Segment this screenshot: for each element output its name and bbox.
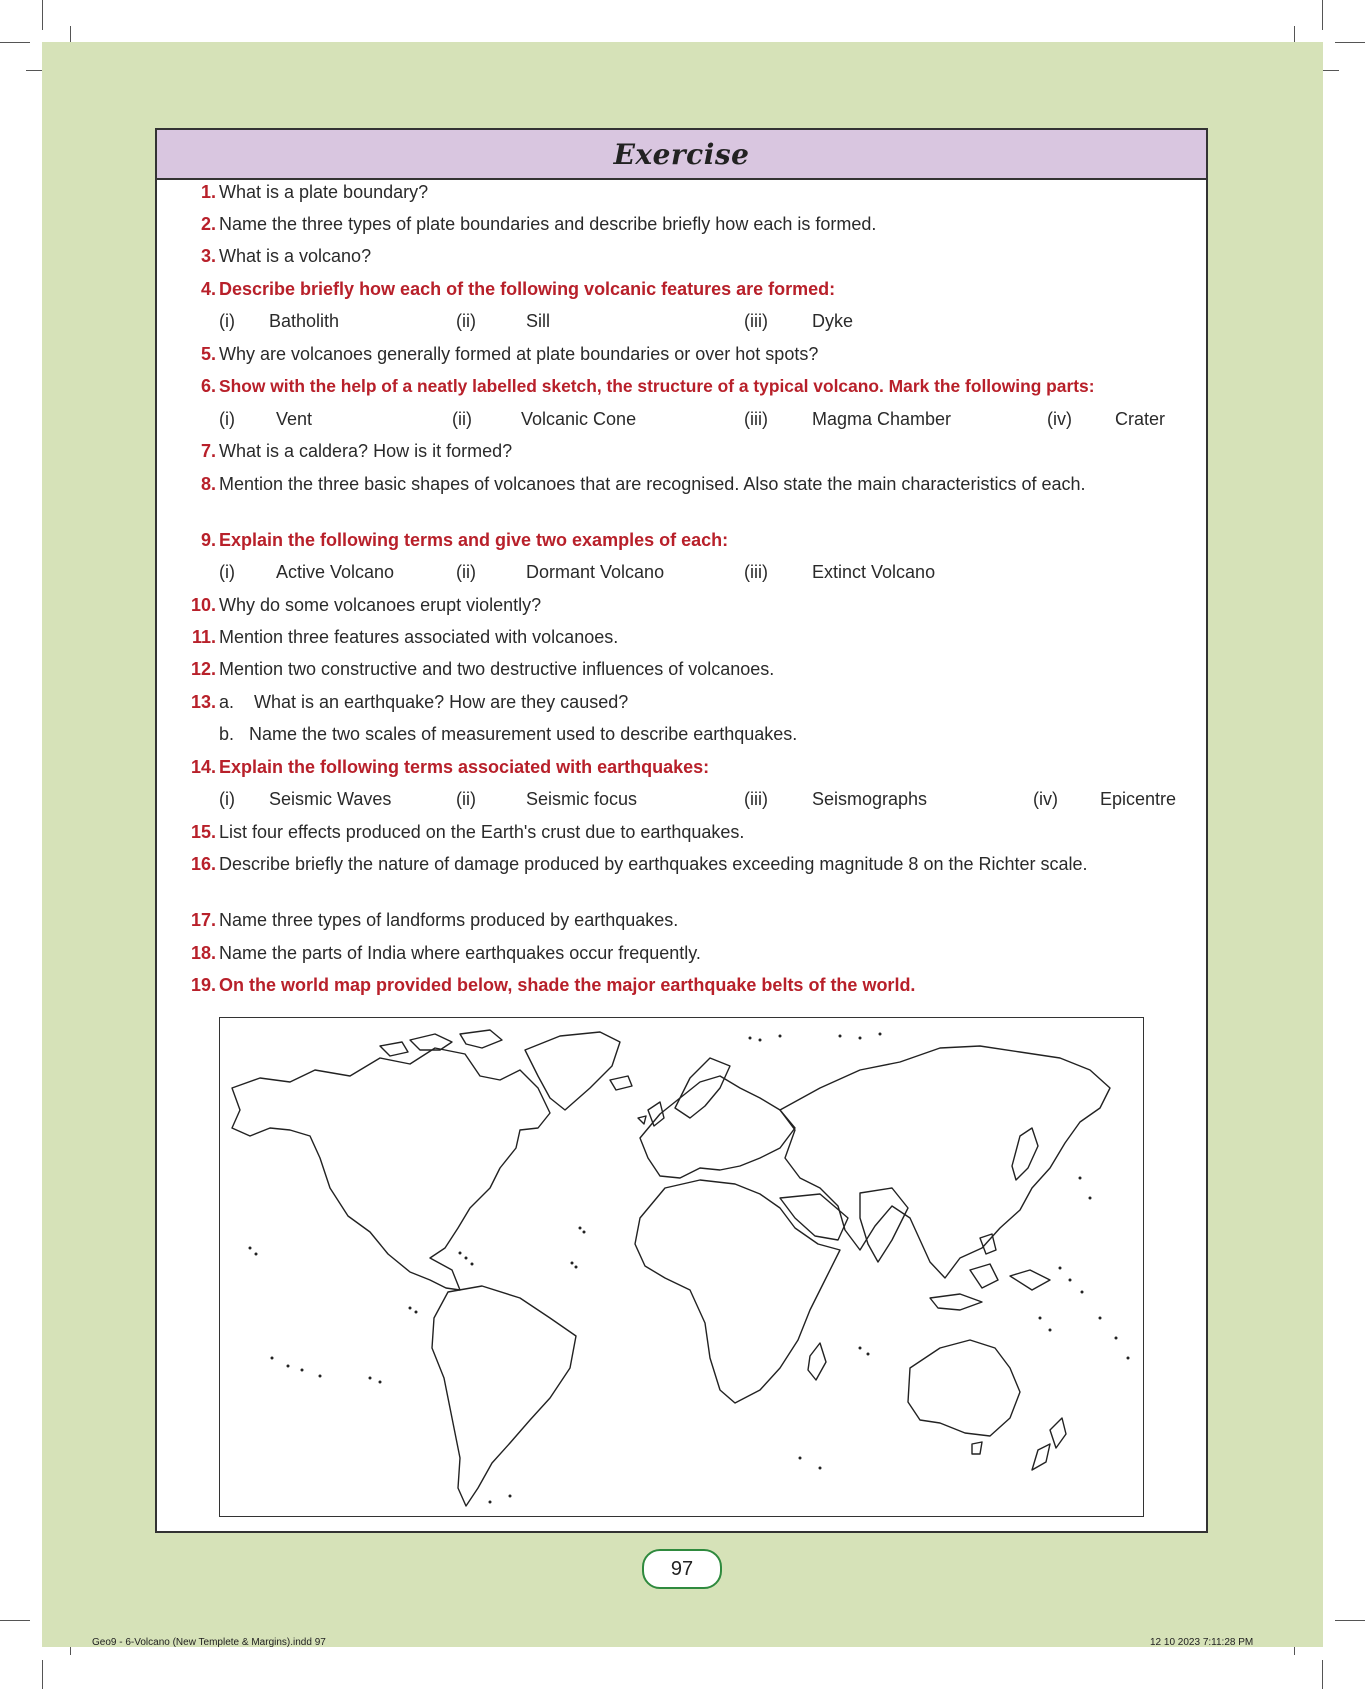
world-map-icon bbox=[220, 1018, 1142, 1515]
question-text: Show with the help of a neatly labelled sketch, the structure of a typical volcano. Mark the following parts: bbox=[219, 376, 1095, 396]
option-label: Dyke bbox=[812, 311, 854, 331]
question-6-options bbox=[219, 407, 1197, 431]
option-label: Volcanic Cone bbox=[521, 409, 637, 429]
question-text: Describe briefly the nature of damage produced by earthquakes exceeding magnitude 8 on the Richter scale. bbox=[219, 854, 1088, 874]
option-roman: (iii) bbox=[744, 409, 768, 429]
option-label: Magma Chamber bbox=[812, 409, 952, 429]
question-number: 18. bbox=[190, 943, 216, 963]
question-number: 8. bbox=[200, 474, 216, 494]
question-number: 17. bbox=[190, 910, 216, 930]
question-number: 11. bbox=[191, 627, 216, 647]
option-roman: (i) bbox=[219, 562, 235, 582]
question-text: Name three types of landforms produced by earthquakes. bbox=[219, 910, 679, 930]
crop-mark bbox=[1335, 1620, 1365, 1621]
africa-outline bbox=[635, 1180, 840, 1403]
question-text: Mention two constructive and two destructive influences of volcanoes. bbox=[219, 659, 775, 679]
question-number: 4. bbox=[200, 279, 216, 299]
question-text: Describe briefly how each of the following volcanic features are formed: bbox=[219, 279, 836, 299]
footer-filename: Geo9 - 6-Volcano (New Templete & Margins).indd 97 bbox=[92, 1637, 326, 1648]
question-number: 6. bbox=[200, 376, 216, 396]
question-text: What is a plate boundary? bbox=[219, 182, 429, 202]
question-number: 12. bbox=[190, 659, 216, 679]
option-roman: (ii) bbox=[456, 789, 476, 809]
question-4-options bbox=[219, 309, 1197, 333]
option-roman: (i) bbox=[219, 409, 235, 429]
footer-timestamp: 12 10 2023 7:11:28 PM bbox=[1150, 1637, 1254, 1648]
question-text: Why do some volcanoes erupt violently? bbox=[219, 595, 542, 615]
question-number: 10. bbox=[190, 595, 216, 615]
question-text: Why are volcanoes generally formed at plate boundaries or over hot spots? bbox=[219, 344, 819, 364]
crop-mark bbox=[1335, 42, 1365, 43]
world-map bbox=[219, 1017, 1144, 1517]
question-text: b. Name the two scales of measurement used to describe earthquakes. bbox=[219, 724, 798, 744]
option-label: Sill bbox=[526, 311, 551, 331]
option-roman: (iii) bbox=[744, 562, 768, 582]
crop-mark bbox=[0, 42, 30, 43]
south-america-outline bbox=[432, 1286, 576, 1506]
option-roman: (iv) bbox=[1047, 409, 1072, 429]
crop-mark bbox=[1322, 0, 1323, 30]
question-number: 15. bbox=[190, 822, 216, 842]
asia-outline bbox=[780, 1046, 1110, 1278]
crop-mark bbox=[42, 0, 43, 30]
option-roman: (ii) bbox=[452, 409, 472, 429]
crop-mark bbox=[1322, 1660, 1323, 1689]
question-number: 14. bbox=[190, 757, 216, 777]
crop-mark bbox=[0, 1620, 30, 1621]
option-roman: (iii) bbox=[744, 311, 768, 331]
option-label: Crater bbox=[1115, 409, 1166, 429]
greenland-outline bbox=[525, 1032, 620, 1110]
question-text: Explain the following terms associated with earthquakes: bbox=[219, 757, 710, 777]
exercise-box bbox=[155, 128, 1208, 1533]
crop-mark bbox=[42, 1660, 43, 1689]
question-text: What is a caldera? How is it formed? bbox=[219, 441, 513, 461]
option-roman: (i) bbox=[219, 311, 235, 331]
question-text: Mention the three basic shapes of volcanoes that are recognised. Also state the main characteristics of each. bbox=[219, 474, 1086, 494]
question-text: Name the parts of India where earthquakes occur frequently. bbox=[219, 943, 701, 963]
option-roman: (iv) bbox=[1033, 789, 1058, 809]
question-text: Mention three features associated with volcanoes. bbox=[219, 627, 619, 647]
question-number: 13. bbox=[190, 692, 216, 712]
question-text: List four effects produced on the Earth's crust due to earthquakes. bbox=[219, 822, 745, 842]
question-text: a. What is an earthquake? How are they caused? bbox=[219, 692, 629, 712]
option-label: Batholith bbox=[269, 311, 340, 331]
exercise-title: Exercise bbox=[613, 137, 750, 171]
option-label: Seismic focus bbox=[526, 789, 638, 809]
question-number: 2. bbox=[200, 214, 216, 234]
option-label: Active Volcano bbox=[276, 562, 395, 582]
question-text: Name the three types of plate boundaries and describe briefly how each is formed. bbox=[219, 214, 877, 234]
option-label: Extinct Volcano bbox=[812, 562, 936, 582]
question-14-options bbox=[219, 787, 1197, 811]
option-roman: (ii) bbox=[456, 311, 476, 331]
option-label: Seismographs bbox=[812, 789, 928, 809]
exercise-header bbox=[157, 130, 1206, 180]
question-number: 3. bbox=[200, 246, 216, 266]
option-roman: (i) bbox=[219, 789, 235, 809]
question-number: 7. bbox=[200, 441, 216, 461]
option-label: Epicentre bbox=[1100, 789, 1177, 809]
option-roman: (iii) bbox=[744, 789, 768, 809]
question-text: Explain the following terms and give two examples of each: bbox=[219, 530, 729, 550]
question-number: 19. bbox=[190, 975, 216, 995]
question-9-options bbox=[219, 560, 1197, 584]
question-number: 5. bbox=[200, 344, 216, 364]
option-label: Vent bbox=[276, 409, 313, 429]
question-text: What is a volcano? bbox=[219, 246, 372, 266]
option-label: Dormant Volcano bbox=[526, 562, 665, 582]
question-text: On the world map provided below, shade the major earthquake belts of the world. bbox=[219, 975, 916, 995]
question-number: 9. bbox=[200, 530, 216, 550]
option-label: Seismic Waves bbox=[269, 789, 392, 809]
north-america-outline bbox=[232, 1048, 550, 1290]
question-number: 1. bbox=[200, 182, 216, 202]
page-number: 97 bbox=[642, 1549, 722, 1589]
option-roman: (ii) bbox=[456, 562, 476, 582]
question-number: 16. bbox=[190, 854, 216, 874]
australia-outline bbox=[908, 1340, 1020, 1436]
